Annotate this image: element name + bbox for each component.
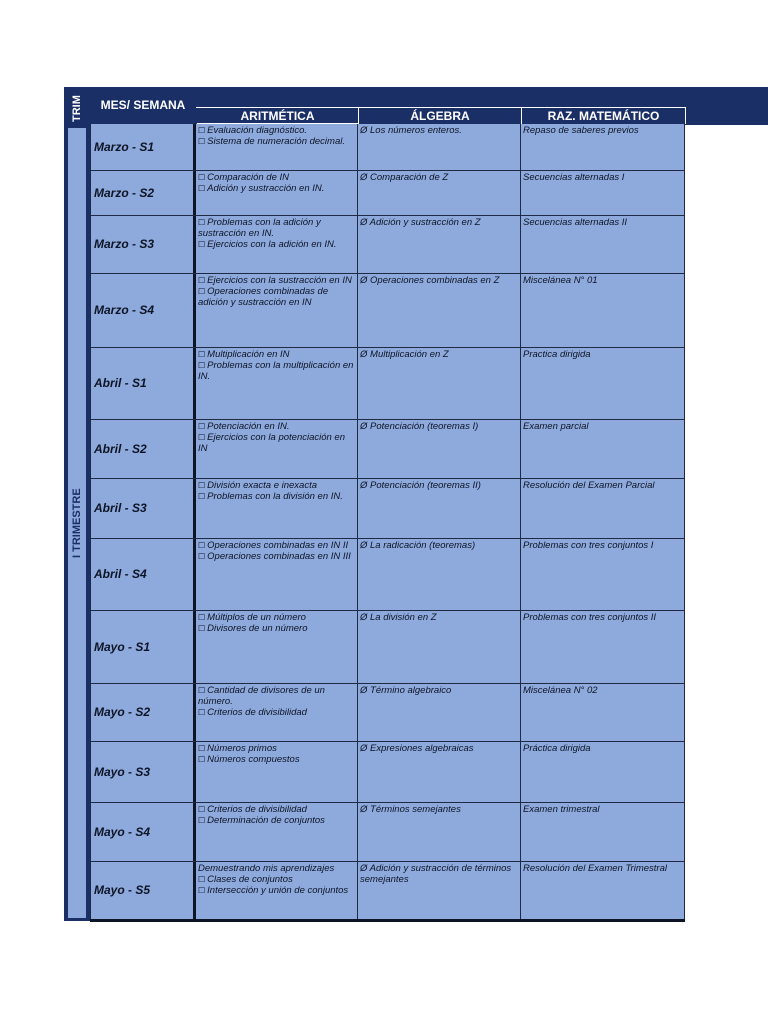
raz-cell: Secuencias alternadas I <box>521 171 685 215</box>
topic-line <box>198 685 355 707</box>
week-cell: Marzo - S3 <box>90 216 196 273</box>
week-cell: Abril - S3 <box>90 479 196 538</box>
aritmetica-cell <box>196 348 358 419</box>
algebra-cell: Ø La división en Z <box>358 611 521 683</box>
topic-text: Ejercicios con la sustracción en IN <box>207 275 352 286</box>
week-cell: Abril - S4 <box>90 539 196 610</box>
topic-text: Determinación de conjuntos <box>207 815 325 826</box>
topic-text: Sistema de numeración decimal. <box>207 136 345 147</box>
raz-cell: Problemas con tres conjuntos II <box>521 611 685 683</box>
topic-line <box>198 217 355 239</box>
topic-text: Operaciones combinadas de adición y sustracción en IN <box>198 286 329 308</box>
topic-line <box>198 172 355 183</box>
checkbox-bullet-icon: ☐ <box>198 218 206 227</box>
table-row <box>90 274 685 348</box>
topic-line <box>198 349 355 360</box>
topic-text: Operaciones combinadas en IN II <box>207 540 349 551</box>
topic-text: Múltiplos de un número <box>207 612 306 623</box>
table-row <box>90 124 685 171</box>
schedule-table <box>90 124 685 922</box>
week-cell: Marzo - S1 <box>90 124 196 170</box>
topic-line <box>198 885 355 896</box>
checkbox-bullet-icon: ☐ <box>198 126 206 135</box>
topic-line <box>198 754 355 765</box>
raz-cell: Examen parcial <box>521 420 685 478</box>
topic-text: Operaciones combinadas en IN III <box>207 551 351 562</box>
topic-text: Potenciación en IN. <box>207 421 290 432</box>
week-cell: Abril - S1 <box>90 348 196 419</box>
week-cell: Marzo - S4 <box>90 274 196 347</box>
aritmetica-cell <box>196 539 358 610</box>
aritmetica-cell <box>196 420 358 478</box>
topic-text: Criterios de divisibilidad <box>207 707 307 718</box>
table-row <box>90 611 685 684</box>
algebra-cell: Ø Comparación de Z <box>358 171 521 215</box>
checkbox-bullet-icon: ☐ <box>198 552 206 561</box>
checkbox-bullet-icon: ☐ <box>198 816 206 825</box>
raz-cell: Resolución del Examen Trimestral <box>521 862 685 919</box>
topic-line <box>198 743 355 754</box>
topic-text: Ejercicios con la adición en IN. <box>207 239 337 250</box>
topic-line <box>198 623 355 634</box>
checkbox-bullet-icon: ☐ <box>198 708 206 717</box>
algebra-cell: Ø Multiplicación en Z <box>358 348 521 419</box>
topic-text: Evaluación diagnóstico. <box>207 125 307 136</box>
checkbox-bullet-icon: ☐ <box>198 240 206 249</box>
aritmetica-cell <box>196 803 358 861</box>
algebra-cell: Ø Expresiones algebraicas <box>358 742 521 802</box>
checkbox-bullet-icon: ☐ <box>198 613 206 622</box>
checkbox-bullet-icon: ☐ <box>198 184 206 193</box>
table-row <box>90 742 685 803</box>
topic-line <box>198 183 355 194</box>
aritmetica-cell <box>196 611 358 683</box>
checkbox-bullet-icon: ☐ <box>198 433 206 442</box>
week-cell: Mayo - S1 <box>90 611 196 683</box>
topic-text: Multiplicación en IN <box>207 349 290 360</box>
topic-line <box>198 815 355 826</box>
trim-label: TRIM <box>71 95 83 123</box>
algebra-cell: Ø Términos semejantes <box>358 803 521 861</box>
topic-text: Adición y sustracción en IN. <box>207 183 325 194</box>
trimestre-label: I TRIMESTRE <box>71 488 83 558</box>
table-row <box>90 216 685 274</box>
checkbox-bullet-icon: ☐ <box>198 422 206 431</box>
aritmetica-cell <box>196 274 358 347</box>
topic-line <box>198 421 355 432</box>
algebra-cell: Ø Operaciones combinadas en Z <box>358 274 521 347</box>
checkbox-bullet-icon: ☐ <box>198 492 206 501</box>
week-cell: Mayo - S4 <box>90 803 196 861</box>
topic-line <box>198 125 355 136</box>
checkbox-bullet-icon: ☐ <box>198 624 206 633</box>
algebra-cell: Ø La radicación (teoremas) <box>358 539 521 610</box>
raz-cell: Miscelánea N° 01 <box>521 274 685 347</box>
checkbox-bullet-icon: ☐ <box>198 875 206 884</box>
topic-text: Problemas con la división en IN. <box>207 491 343 502</box>
header-divider <box>196 107 686 108</box>
topic-text: Números primos <box>207 743 277 754</box>
topic-text: Problemas con la multiplicación en IN. <box>198 360 354 382</box>
aritmetica-cell <box>196 479 358 538</box>
topic-line <box>198 491 355 502</box>
algebra-cell: Ø Potenciación (teoremas II) <box>358 479 521 538</box>
table-row <box>90 684 685 742</box>
topic-line <box>198 136 355 147</box>
topic-text: División exacta e inexacta <box>207 480 318 491</box>
topic-line <box>198 360 355 382</box>
algebra-cell: Ø Adición y sustracción de términos semejantes <box>358 862 521 919</box>
topic-line <box>198 551 355 562</box>
checkbox-bullet-icon: ☐ <box>198 541 206 550</box>
raz-header: RAZ. MATEMÁTICO <box>522 108 686 124</box>
week-cell: Mayo - S2 <box>90 684 196 741</box>
checkbox-bullet-icon: ☐ <box>198 686 206 695</box>
week-cell: Mayo - S3 <box>90 742 196 802</box>
checkbox-bullet-icon: ☐ <box>198 350 206 359</box>
topic-line <box>198 275 355 286</box>
topic-text: Cantidad de divisores de un número. <box>198 685 325 707</box>
raz-cell: Resolución del Examen Parcial <box>521 479 685 538</box>
raz-cell: Miscelánea N° 02 <box>521 684 685 741</box>
table-row <box>90 479 685 539</box>
aritmetica-cell <box>196 216 358 273</box>
aritmetica-header: ARITMÉTICA <box>197 108 359 124</box>
week-cell: Mayo - S5 <box>90 862 196 919</box>
topic-text: Divisores de un número <box>207 623 308 634</box>
topic-line <box>198 707 355 718</box>
topic-line: Demuestrando mis aprendizajes <box>198 863 335 874</box>
topic-text: Números compuestos <box>207 754 300 765</box>
checkbox-bullet-icon: ☐ <box>198 137 206 146</box>
algebra-header: ÁLGEBRA <box>359 108 522 124</box>
topic-line <box>198 612 355 623</box>
topic-text: Problemas con la adición y sustracción en IN. <box>198 217 321 239</box>
algebra-cell: Ø Potenciación (teoremas I) <box>358 420 521 478</box>
topic-line <box>198 432 355 454</box>
checkbox-bullet-icon: ☐ <box>198 805 206 814</box>
topic-text: Criterios de divisibilidad <box>207 804 307 815</box>
algebra-cell: Ø Los números enteros. <box>358 124 521 170</box>
checkbox-bullet-icon: ☐ <box>198 287 206 296</box>
raz-cell: Secuencias alternadas II <box>521 216 685 273</box>
checkbox-bullet-icon: ☐ <box>198 361 206 370</box>
topic-text: Clases de conjuntos <box>207 874 293 885</box>
week-cell: Abril - S2 <box>90 420 196 478</box>
aritmetica-cell <box>196 171 358 215</box>
algebra-cell: Ø Adición y sustracción en Z <box>358 216 521 273</box>
topic-line <box>198 804 355 815</box>
checkbox-bullet-icon: ☐ <box>198 755 206 764</box>
topic-text: Comparación de IN <box>207 172 290 183</box>
topic-line <box>198 480 355 491</box>
checkbox-bullet-icon: ☐ <box>198 886 206 895</box>
aritmetica-cell <box>196 124 358 170</box>
mes-semana-header <box>90 87 196 124</box>
mes-semana-label: MES/ SEMANA <box>100 98 186 112</box>
trim-column <box>64 87 90 921</box>
topic-line <box>198 239 355 250</box>
topic-line <box>198 286 355 308</box>
checkbox-bullet-icon: ☐ <box>198 276 206 285</box>
aritmetica-cell <box>196 862 358 919</box>
algebra-cell: Ø Término algebraico <box>358 684 521 741</box>
aritmetica-cell <box>196 742 358 802</box>
table-row <box>90 862 685 922</box>
table-row <box>90 803 685 862</box>
raz-cell: Problemas con tres conjuntos I <box>521 539 685 610</box>
table-row <box>90 348 685 420</box>
raz-cell: Repaso de saberes previos <box>521 124 685 170</box>
topic-text: Intersección y unión de conjuntos <box>207 885 349 896</box>
topic-text: Ejercicios con la potenciación en IN <box>198 432 346 454</box>
table-row <box>90 539 685 611</box>
checkbox-bullet-icon: ☐ <box>198 481 206 490</box>
topic-line <box>198 540 355 551</box>
raz-cell: Práctica dirigida <box>521 742 685 802</box>
checkbox-bullet-icon: ☐ <box>198 173 206 182</box>
topic-line <box>198 874 355 885</box>
raz-cell: Practica dirigida <box>521 348 685 419</box>
raz-cell: Examen trimestral <box>521 803 685 861</box>
week-cell: Marzo - S2 <box>90 171 196 215</box>
table-row <box>90 420 685 479</box>
checkbox-bullet-icon: ☐ <box>198 744 206 753</box>
table-row <box>90 171 685 216</box>
trimestre-cell <box>68 128 86 918</box>
aritmetica-cell <box>196 684 358 741</box>
